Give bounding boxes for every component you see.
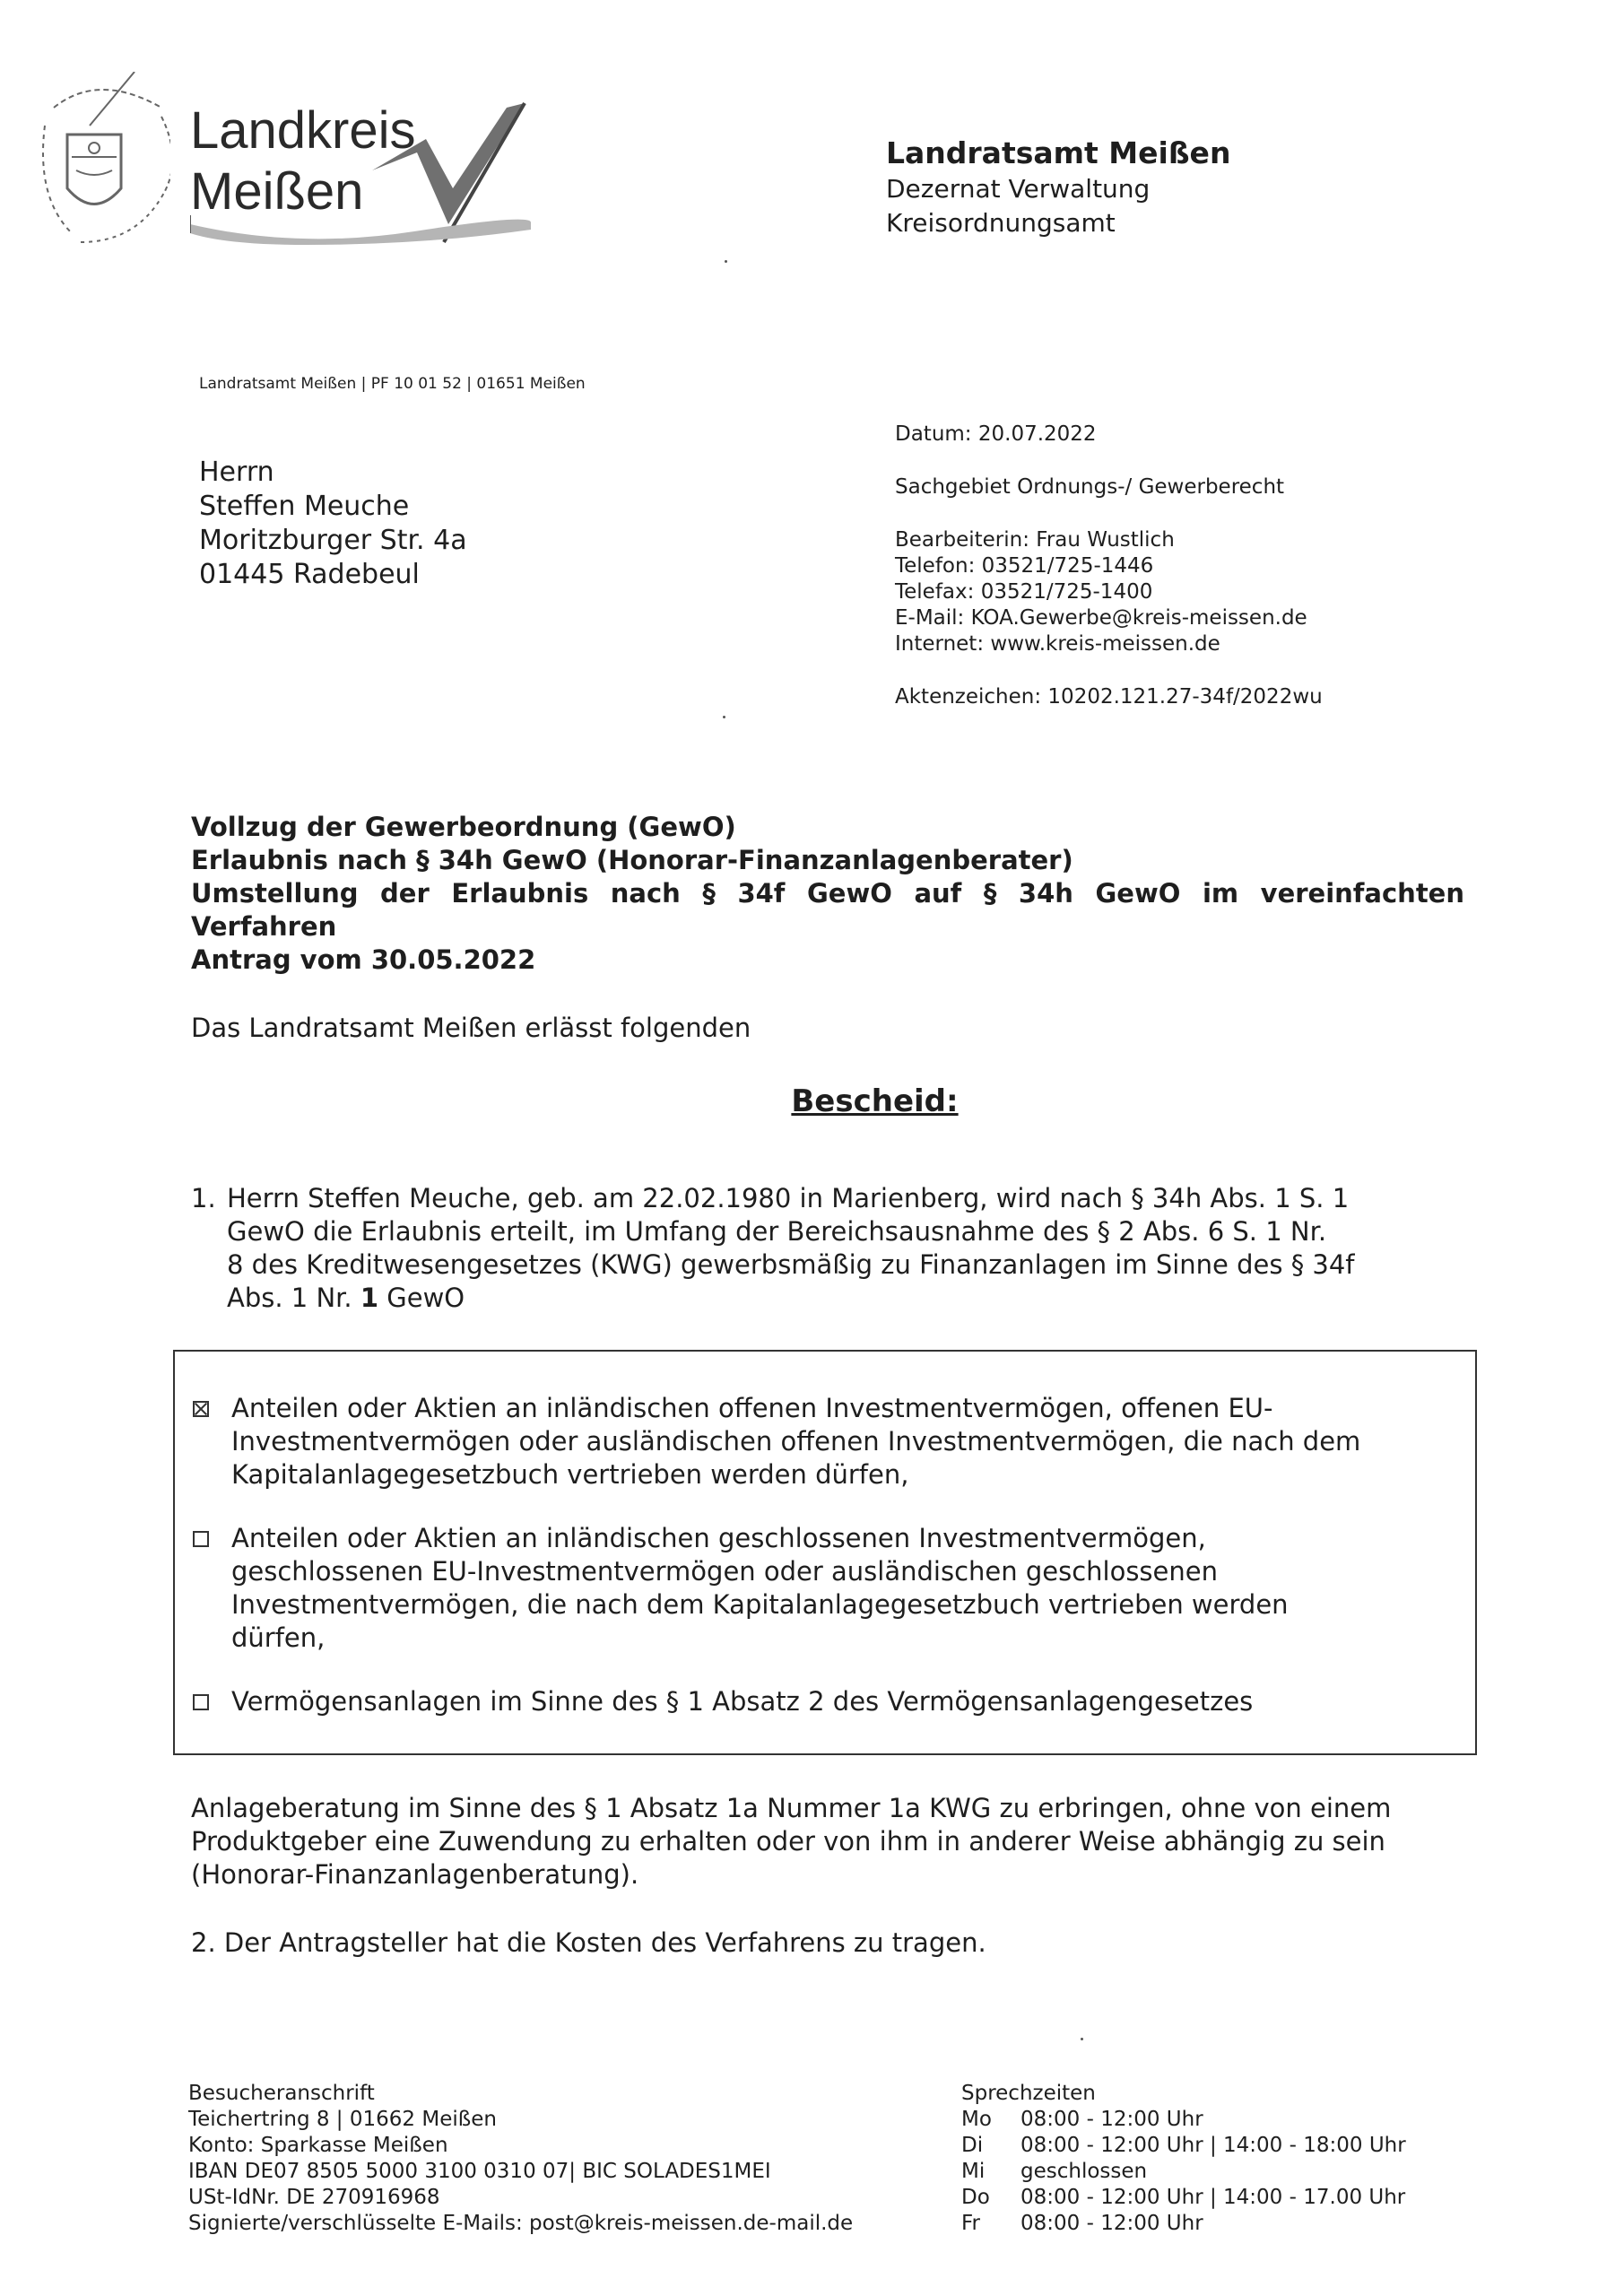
item1-line-4-end: GewO	[378, 1283, 465, 1313]
contact-info-block	[895, 422, 1323, 710]
email-address: E-Mail: KOA.Gewerbe@kreis-meissen.de	[895, 606, 1307, 630]
letter-date: Datum: 20.07.2022	[895, 422, 1097, 446]
subject-line-5: Antrag vom 30.05.2022	[191, 944, 536, 975]
subject-area: Sachgebiet Ordnungs-/ Gewerberecht	[895, 475, 1285, 499]
authority-header	[886, 135, 1230, 240]
office-hours-row	[961, 2107, 1406, 2133]
office-hours-row	[961, 2185, 1406, 2211]
weekday: Mo	[961, 2108, 992, 2131]
recipient-street: Moritzburger Str. 4a	[199, 525, 467, 556]
hours: 08:00 - 12:00 Uhr	[1020, 2108, 1203, 2131]
footer-address-block	[188, 2081, 853, 2237]
authority-name: Landratsamt Meißen	[886, 135, 1231, 170]
return-address: Landratsamt Meißen | PF 10 01 52 | 01651 Meißen	[199, 375, 586, 393]
option-open-funds	[193, 1392, 1360, 1492]
weekday: Do	[961, 2186, 990, 2209]
option-line: dürfen,	[231, 1622, 326, 1653]
scope-line-3: (Honorar-Finanzanlagenberatung).	[191, 1859, 639, 1890]
intro-text: Das Landratsamt Meißen erlässt folgenden	[191, 1013, 751, 1043]
weekday: Mi	[961, 2160, 986, 2183]
visitor-address-label: Besucheranschrift	[188, 2082, 375, 2105]
iban-bic: IBAN DE07 8505 5000 3100 0310 07| BIC SOLADES1MEI	[188, 2160, 771, 2183]
fax-number: Telefax: 03521/725-1400	[895, 580, 1153, 604]
decision-heading	[0, 1083, 1624, 1119]
consulting-scope-text	[191, 1792, 1464, 1892]
item1-line-4-start: Abs. 1 Nr.	[227, 1283, 360, 1313]
office-hours-block	[961, 2081, 1406, 2237]
recipient-salutation: Herrn	[199, 457, 274, 488]
checkbox-checked-icon	[193, 1401, 209, 1417]
recipient-city: 01445 Radebeul	[199, 559, 420, 590]
decision-item-1	[191, 1182, 1464, 1315]
authority-department: Dezernat Verwaltung	[886, 174, 1151, 204]
visitor-address: Teichertring 8 | 01662 Meißen	[188, 2108, 497, 2131]
official-seal	[27, 72, 170, 255]
option-asset-investments	[193, 1685, 1253, 1718]
hours: geschlossen	[1020, 2160, 1148, 2183]
logo-line-1: Landkreis	[190, 101, 416, 160]
option-line: geschlossenen EU-Investmentvermögen oder ausländischen geschlossenen	[231, 1556, 1218, 1587]
decision-item-2: 2. Der Antragsteller hat die Kosten des Verfahrens zu tragen.	[191, 1927, 986, 1958]
website: Internet: www.kreis-meissen.de	[895, 632, 1220, 656]
recipient-address	[199, 456, 467, 592]
clerk-name: Bearbeiterin: Frau Wustlich	[895, 528, 1175, 552]
subject-line-3: Umstellung der Erlaubnis nach § 34f GewO auf § 34h GewO im vereinfachten	[191, 878, 1464, 909]
scan-dot	[725, 260, 727, 263]
item1-line-1: Herrn Steffen Meuche, geb. am 22.02.1980 in Marienberg, wird nach § 34h Abs. 1 S. 1	[227, 1183, 1350, 1213]
option-line: Investmentvermögen oder ausländischen offenen Investmentvermögen, die nach dem	[231, 1426, 1361, 1457]
hours: 08:00 - 12:00 Uhr | 14:00 - 17.00 Uhr	[1020, 2186, 1406, 2209]
option-line: Investmentvermögen, die nach dem Kapitalanlagegesetzbuch vertrieben werden	[231, 1589, 1289, 1620]
logo-line-2: Meißen	[190, 162, 364, 221]
recipient-name: Steffen Meuche	[199, 491, 410, 522]
option-line: Anteilen oder Aktien an inländischen offenen Investmentvermögen, offenen EU-	[231, 1393, 1273, 1423]
weekday: Fr	[961, 2212, 981, 2235]
item1-line-4	[227, 1282, 1464, 1315]
secure-email: Signierte/verschlüsselte E-Mails: post@kreis-meissen.de-mail.de	[188, 2212, 854, 2235]
letter-subject	[191, 811, 1464, 977]
item1-line-3: 8 des Kreditwesengesetzes (KWG) gewerbsmäßig zu Finanzanlagen im Sinne des § 34f	[227, 1249, 1355, 1280]
subject-line-4: Verfahren	[191, 911, 337, 942]
decision-heading-text: Bescheid:	[791, 1083, 959, 1119]
subject-line-2: Erlaubnis nach § 34h GewO (Honorar-Finanzanlagenberater)	[191, 845, 1073, 875]
scope-line-2: Produktgeber eine Zuwendung zu erhalten oder von ihm in anderer Weise abhängig zu sein	[191, 1826, 1385, 1857]
hours: 08:00 - 12:00 Uhr	[1020, 2212, 1203, 2235]
weekday: Di	[961, 2134, 984, 2157]
logo-underline-swoosh	[190, 213, 531, 253]
office-hours-label: Sprechzeiten	[961, 2082, 1096, 2105]
option-line: Kapitalanlagegesetzbuch vertrieben werden dürfen,	[231, 1459, 909, 1490]
authority-office: Kreisordnungsamt	[886, 208, 1116, 238]
office-hours-row	[961, 2159, 1406, 2185]
scan-dot	[723, 716, 725, 718]
office-hours-row	[961, 2211, 1406, 2237]
scan-dot	[1081, 2038, 1083, 2040]
item1-line-2: GewO die Erlaubnis erteilt, im Umfang der Bereichsausnahme des § 2 Abs. 6 S. 1 Nr.	[227, 1216, 1327, 1247]
office-hours-row	[961, 2133, 1406, 2159]
bank-account: Konto: Sparkasse Meißen	[188, 2134, 448, 2157]
option-line: Vermögensanlagen im Sinne des § 1 Absatz 2 des Vermögensanlagengesetzes	[231, 1686, 1254, 1717]
item-number: 1.	[191, 1183, 216, 1213]
phone-number: Telefon: 03521/725-1446	[895, 554, 1154, 578]
hours: 08:00 - 12:00 Uhr | 14:00 - 18:00 Uhr	[1020, 2134, 1406, 2157]
checkbox-unchecked-icon	[193, 1694, 209, 1710]
scope-line-1: Anlageberatung im Sinne des § 1 Absatz 1a Nummer 1a KWG zu erbringen, ohne von einem	[191, 1793, 1392, 1823]
checkbox-unchecked-icon	[193, 1531, 209, 1547]
investment-options-box	[173, 1350, 1477, 1755]
file-reference: Aktenzeichen: 10202.121.27-34f/2022wu	[895, 685, 1323, 709]
item1-line-4-bold: 1	[360, 1283, 379, 1313]
subject-line-1: Vollzug der Gewerbeordnung (GewO)	[191, 812, 736, 842]
option-line: Anteilen oder Aktien an inländischen geschlossenen Investmentvermögen,	[231, 1523, 1206, 1553]
vat-id: USt-IdNr. DE 270916968	[188, 2186, 440, 2209]
option-closed-funds	[193, 1522, 1289, 1655]
